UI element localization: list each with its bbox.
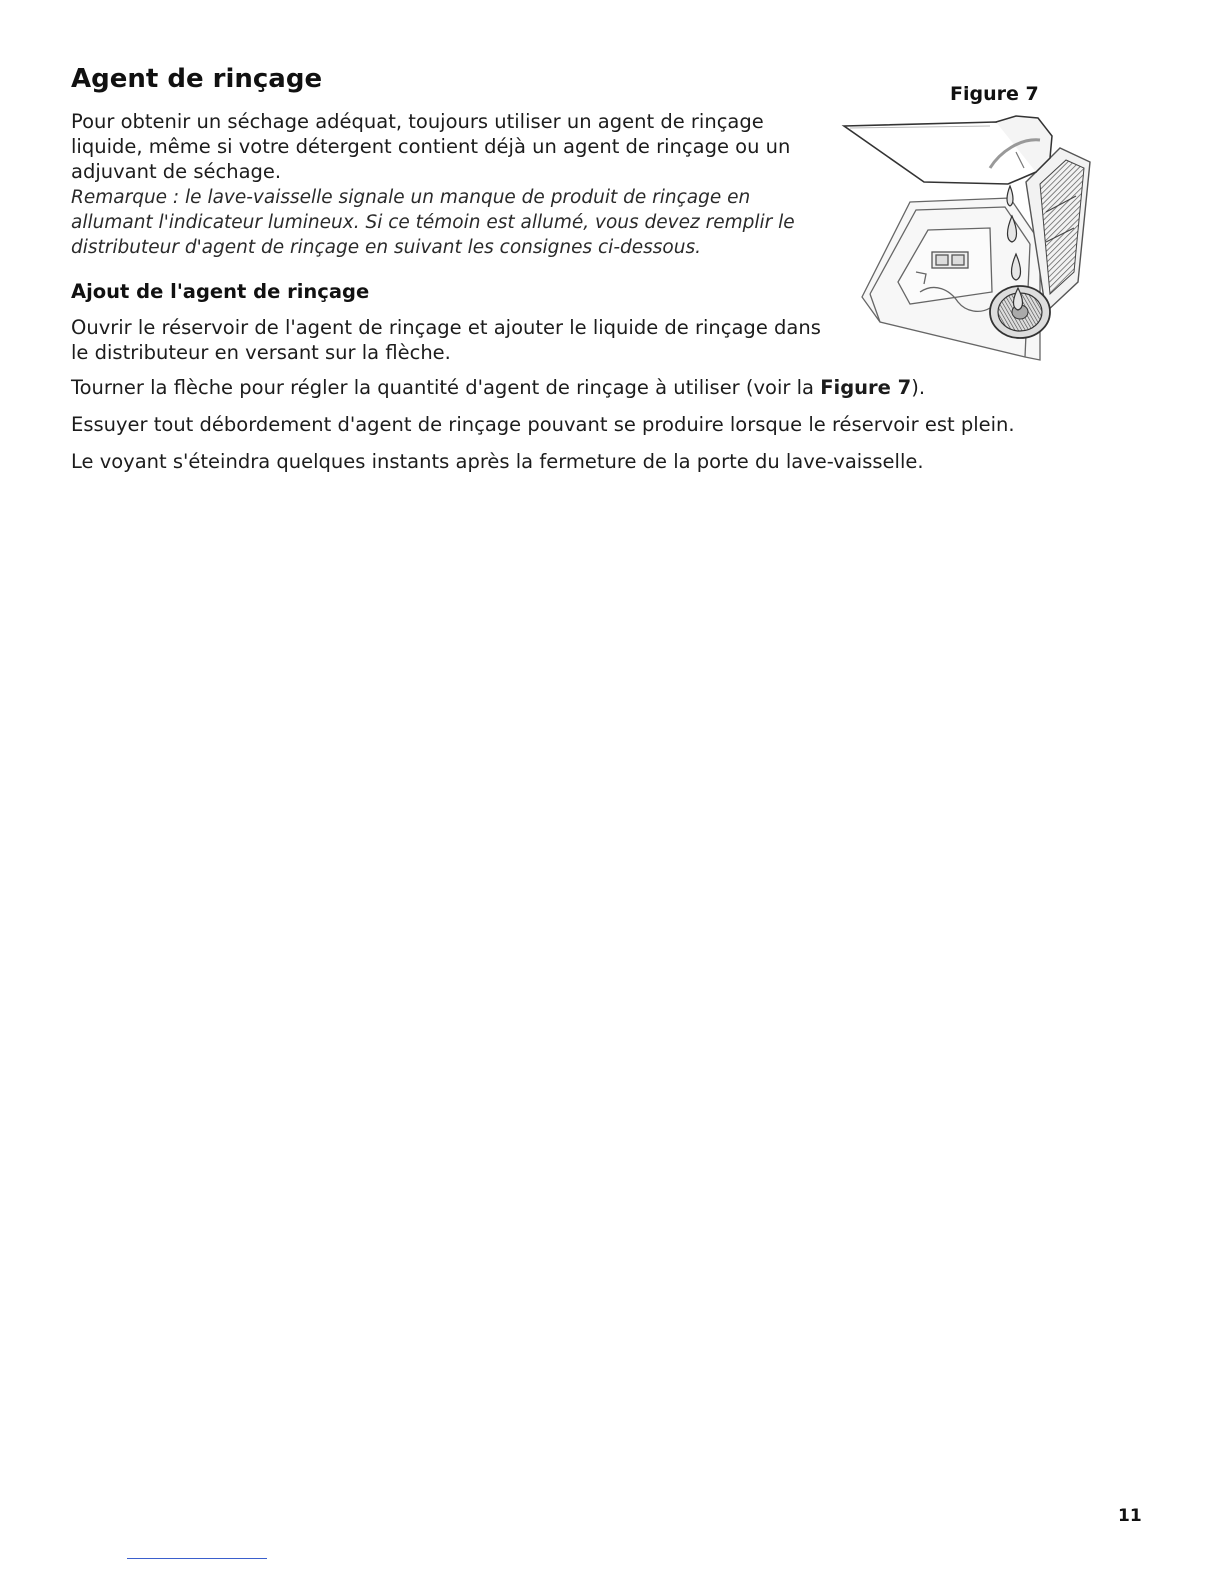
- figure-caption: Figure 7: [950, 83, 1039, 105]
- section-title: Agent de rinçage: [71, 64, 323, 94]
- subsection-title: Ajout de l'agent de rinçage: [71, 280, 370, 303]
- open-dispenser-paragraph: Ouvrir le réservoir de l'agent de rinçage et ajouter le liquide de rinçage dans le distributeur en versant sur la flèche.: [71, 316, 821, 364]
- note-paragraph: Remarque : le lave-vaisselle signale un manque de produit de rinçage en allumant l'indicateur lumineux. Si ce témoin est allumé, vous devez remplir le distributeur d'agent de rinçage en suivant les consignes ci-dessous.: [71, 187, 795, 258]
- figure-reference: Figure 7: [820, 376, 912, 399]
- intro-paragraph: Pour obtenir un séchage adéquat, toujours utiliser un agent de rinçage liquide, même si votre détergent contient déjà un agent de rinçage ou un adjuvant de séchage.: [71, 110, 791, 183]
- indicator-light-paragraph: Le voyant s'éteindra quelques instants après la fermeture de la porte du lave-vaisselle.: [71, 450, 924, 473]
- footer-rule: [127, 1558, 267, 1559]
- wipe-overflow-paragraph: Essuyer tout débordement d'agent de rinçage pouvant se produire lorsque le réservoir est plein.: [71, 413, 1015, 436]
- rinse-aid-dispenser-illustration: [840, 112, 1100, 364]
- turn-text-after: ).: [911, 376, 926, 399]
- turn-text-before: Tourner la flèche pour régler la quantité d'agent de rinçage à utiliser (voir la: [71, 376, 821, 399]
- bottle-icon: [844, 116, 1052, 184]
- turn-arrow-paragraph: [71, 375, 1171, 400]
- page-number: 11: [1118, 1506, 1142, 1526]
